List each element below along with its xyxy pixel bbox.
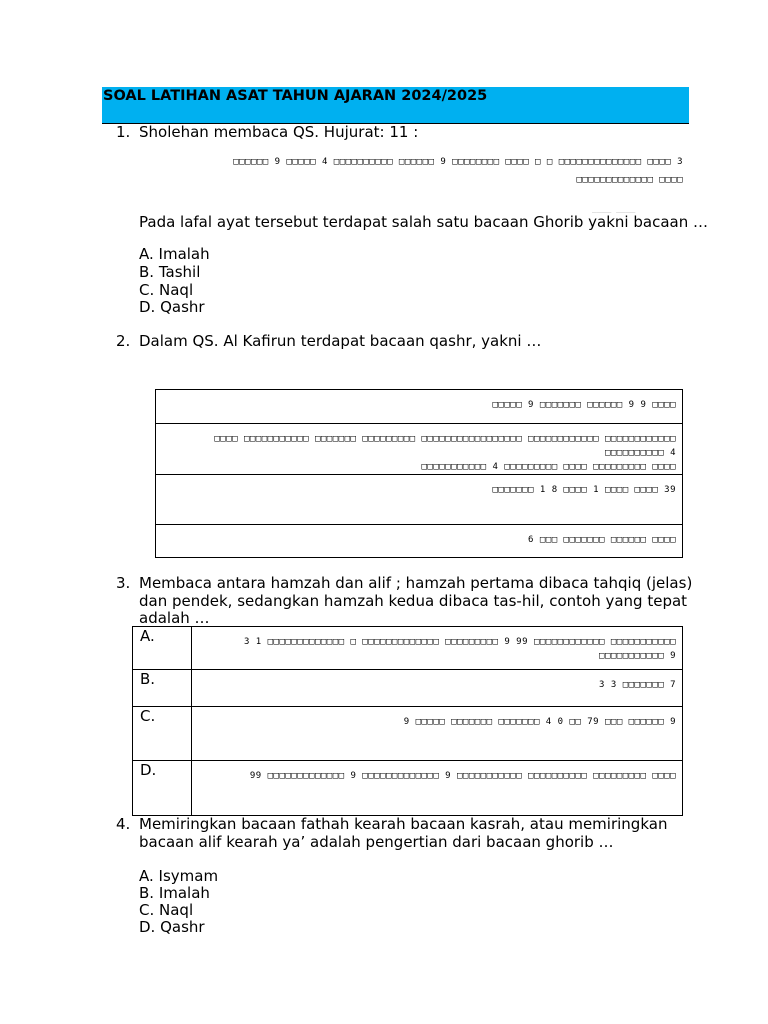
question-1-option-c[interactable]: C. Naql: [139, 281, 194, 299]
question-1-prompt: Pada lafal ayat tersebut terdapat salah satu bacaan Ghorib yakni bacaan …: [139, 213, 708, 231]
question-2-text: Dalam QS. Al Kafirun terdapat bacaan qashr, yakni …: [139, 332, 542, 350]
question-2-row-4: 6 □□□ □□□□□□□ □□□□□□ □□□□: [156, 525, 683, 558]
question-4-option-d[interactable]: D. Qashr: [139, 918, 205, 936]
question-3-text: Membaca antara hamzah dan alif ; hamzah pertama dibaca tahqiq (jelas) dan pendek, sedangkan hamzah kedua dibaca tas-hil, contoh yang tepat adalah …: [139, 574, 693, 627]
question-2-number: 2.: [116, 332, 131, 350]
question-3-option-b-arabic: 3 3 □□□□□□□ 7: [192, 670, 683, 707]
question-1-number: 1.: [116, 123, 131, 141]
question-4-text: Memiringkan bacaan fathah kearah bacaan kasrah, atau memiringkan bacaan alif kearah ya’ adalah pengertian dari bacaan ghorib …: [139, 815, 668, 851]
question-4-option-c[interactable]: C. Naql: [139, 901, 194, 919]
question-2-row-2: [156, 424, 683, 475]
question-4-option-a[interactable]: A. Isymam: [139, 867, 219, 885]
question-2-table: [155, 389, 683, 558]
question-1-option-a[interactable]: A. Imalah: [139, 245, 210, 263]
question-3-number: 3.: [116, 574, 131, 592]
question-2-row-1: □□□□□ 9 □□□□□□□ □□□□□□ 9 9 □□□□: [156, 390, 683, 424]
question-4-option-b[interactable]: B. Imalah: [139, 884, 210, 902]
question-3-option-a-arabic: [192, 627, 683, 670]
question-1-option-d[interactable]: D. Qashr: [139, 298, 205, 316]
question-1-arabic-line1: □□□□□□ 9 □□□□□ 4 □□□□□□□□□□ □□□□□□ 9 □□□□□□□□ □□□□ □ □ □□□□□□□□□□□□□□ □□□□ 3: [233, 157, 683, 167]
question-1-option-b[interactable]: B. Tashil: [139, 263, 201, 281]
question-4-number: 4.: [116, 815, 131, 833]
question-3-option-c-arabic: 9 □□□□□ □□□□□□□ □□□□□□□ 4 0 □□ 79 □□□ □□□□□□ 9: [192, 707, 683, 761]
question-1-text: Sholehan membaca QS. Hujurat: 11 :: [139, 123, 419, 141]
page-title: SOAL LATIHAN ASAT TAHUN AJARAN 2024/2025: [103, 88, 488, 104]
question-1-faint-marks: ____ ____: [592, 204, 636, 213]
question-3-option-d-arabic: 99 □□□□□□□□□□□□□ 9 □□□□□□□□□□□□□ 9 □□□□□□□□□□□ □□□□□□□□□□ □□□□□□□□□ □□□□: [192, 761, 683, 816]
question-3-option-d-label[interactable]: D.: [133, 761, 192, 816]
question-3-option-c-label[interactable]: C.: [133, 707, 192, 761]
question-3-option-a-text: 3 1 □□□□□□□□□□□□□ □ □□□□□□□□□□□□□ □□□□□□□□□ 9 99 □□□□□□□□□□□□ □□□□□□□□□□□ □□□□□□□□□□□ 9: [243, 637, 676, 661]
question-3-option-b-label[interactable]: B.: [133, 670, 192, 707]
question-3-table: [132, 626, 683, 816]
question-2-row-3: □□□□□□□ 1 8 □□□□ 1 □□□□ □□□□ 39: [156, 475, 683, 525]
question-3-option-a-label[interactable]: A.: [133, 627, 192, 670]
question-2-row-2-text: □□□□ □□□□□□□□□□□ □□□□□□□ □□□□□□□□□ □□□□□□□□□□□□□□□□□ □□□□□□□□□□□□ □□□□□□□□□□□□ □□□□□□□□□□ 4 □□□□□□□□□□□ 4 □□□□□□□□□ □□□□ □□□□□□□□□ □□□□: [214, 434, 676, 472]
header-bar: [102, 87, 689, 124]
question-1-arabic-line2: □□□□□□□□□□□□□ □□□□: [576, 175, 683, 185]
